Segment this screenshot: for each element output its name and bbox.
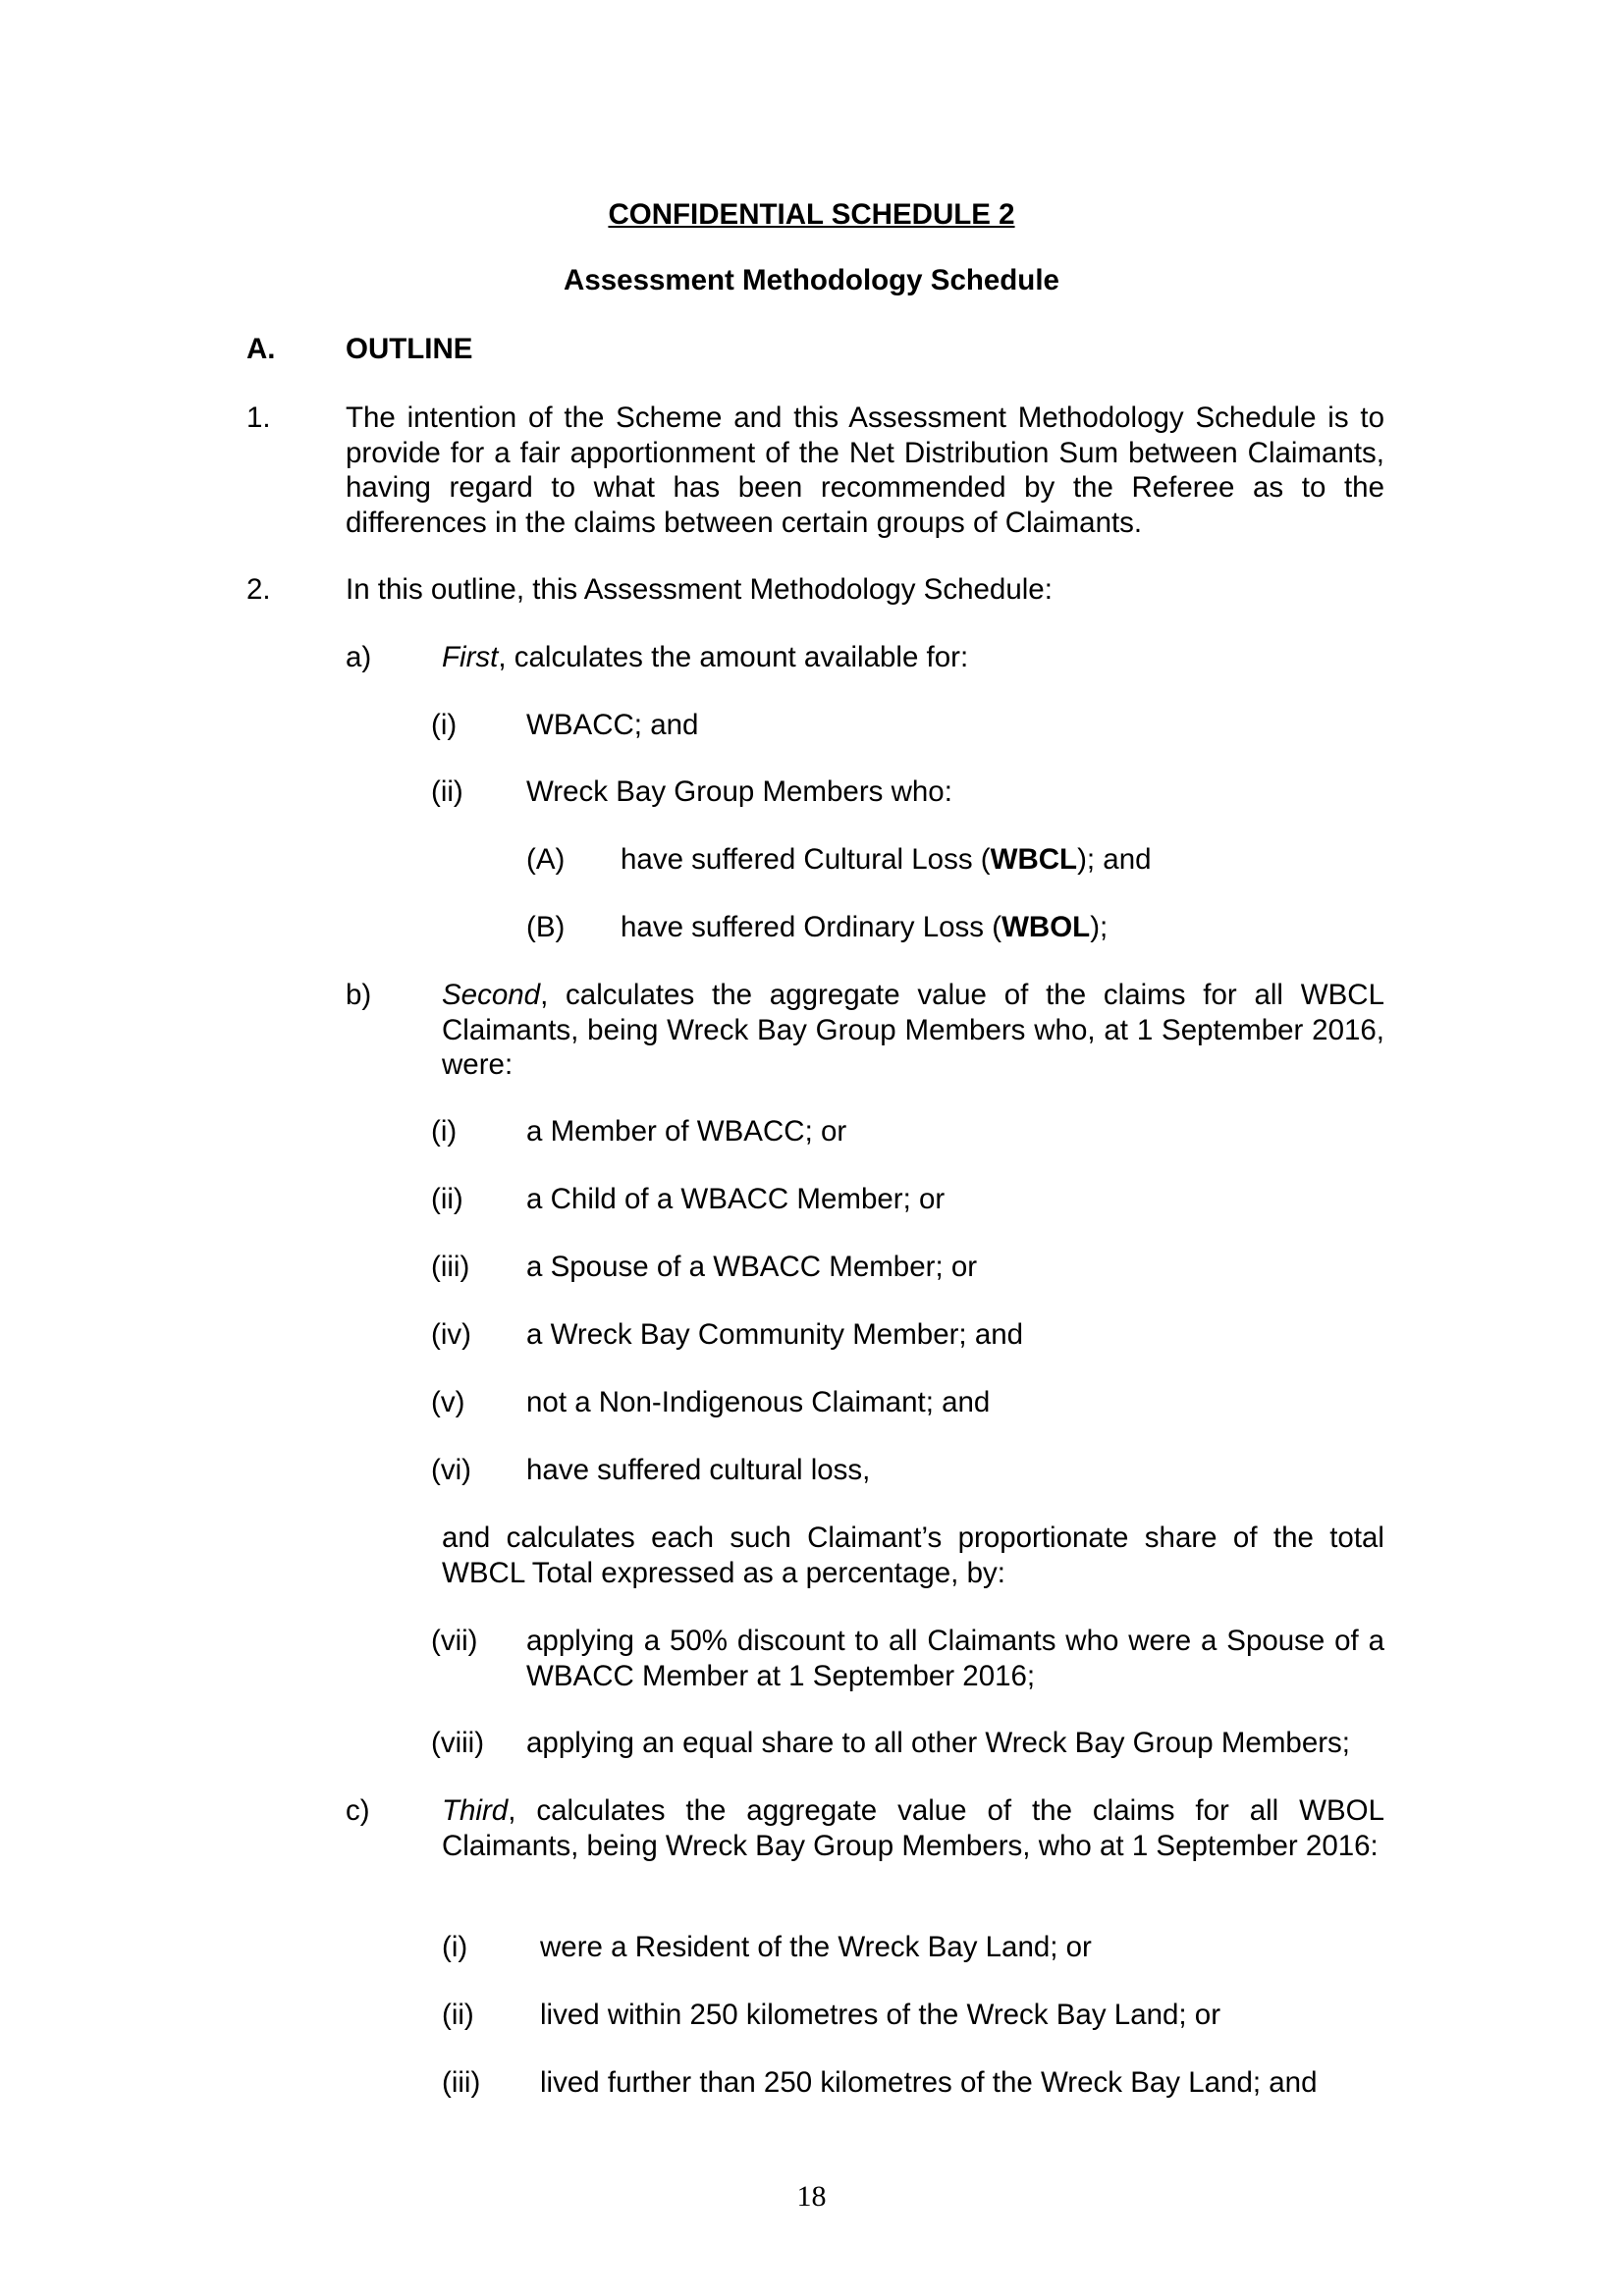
item-text: lived within 250 kilometres of the Wreck Bay Land; or xyxy=(540,1999,1221,2031)
paragraph-number: 1. xyxy=(246,401,271,434)
item-text: have suffered Ordinary Loss (WBOL); xyxy=(621,911,1109,943)
item-number: (i) xyxy=(431,1115,458,1148)
item-number: (ii) xyxy=(431,1183,463,1215)
subparagraph-text: First, calculates the amount available for: xyxy=(442,641,969,673)
item-text: a Wreck Bay Community Member; and xyxy=(526,1318,1024,1351)
item-text: WBACC; and xyxy=(526,709,699,741)
item-text: a Member of WBACC; or xyxy=(526,1115,847,1148)
paragraph-number: 2. xyxy=(246,573,271,606)
item-number: (iii) xyxy=(431,1251,470,1283)
defined-term: WBCL xyxy=(990,843,1078,876)
item-number: (viii) xyxy=(431,1727,485,1759)
item-number: (vi) xyxy=(431,1454,471,1486)
subparagraph-label: b) xyxy=(346,979,372,1011)
item-number: (A) xyxy=(526,843,566,876)
item-number: (v) xyxy=(431,1386,465,1418)
subparagraph-text: Third, calculates the aggregate value of the claims for all WBOL Claimants, being Wreck Bay Group Members, who at 1 September 2016: xyxy=(442,1794,1384,1862)
item-text: have suffered Cultural Loss (WBCL); and xyxy=(621,843,1152,876)
item-number: (i) xyxy=(431,709,458,741)
item-text: were a Resident of the Wreck Bay Land; or xyxy=(540,1931,1092,1963)
emphasis-word: Second xyxy=(442,979,541,1011)
item-text: have suffered cultural loss, xyxy=(526,1454,871,1486)
emphasis-word: Third xyxy=(442,1794,509,1827)
defined-term: WBOL xyxy=(1001,911,1091,943)
item-number: (B) xyxy=(526,911,566,943)
item-text: lived further than 250 kilometres of the Wreck Bay Land; and xyxy=(540,2066,1318,2099)
subparagraph-text: Second, calculates the aggregate value of the claims for all WBCL Claimants, being Wreck Bay Group Members who, at 1 September 2016, were: xyxy=(442,979,1384,1081)
schedule-subtitle: Assessment Methodology Schedule xyxy=(564,264,1059,296)
section-letter: A. xyxy=(246,333,276,365)
item-text: Wreck Bay Group Members who: xyxy=(526,775,952,808)
page-number: 18 xyxy=(796,2180,827,2213)
emphasis-word: First xyxy=(442,641,499,673)
item-text: applying a 50% discount to all Claimants who were a Spouse of a WBACC Member at 1 September 2016; xyxy=(526,1625,1384,1692)
schedule-title: CONFIDENTIAL SCHEDULE 2 xyxy=(608,198,1015,231)
item-text: a Spouse of a WBACC Member; or xyxy=(526,1251,978,1283)
paragraph-text: In this outline, this Assessment Methodology Schedule: xyxy=(346,573,1053,606)
continuation-text: and calculates each such Claimant’s proportionate share of the total WBCL Total expressed as a percentage, by: xyxy=(442,1522,1384,1589)
paragraph-text: The intention of the Scheme and this Assessment Methodology Schedule is to provide for a fair apportionment of the Net Distribution Sum between Claimants, having regard to what has been recommended by the Referee as to the differences in the claims between certain groups of Claimants. xyxy=(346,401,1384,539)
item-text: applying an equal share to all other Wreck Bay Group Members; xyxy=(526,1727,1350,1759)
item-number: (ii) xyxy=(442,1999,474,2031)
item-number: (iv) xyxy=(431,1318,471,1351)
item-number: (ii) xyxy=(431,775,463,808)
subparagraph-label: a) xyxy=(346,641,372,673)
item-text: not a Non-Indigenous Claimant; and xyxy=(526,1386,991,1418)
item-text: a Child of a WBACC Member; or xyxy=(526,1183,946,1215)
item-number: (i) xyxy=(442,1931,468,1963)
subparagraph-label: c) xyxy=(346,1794,370,1827)
item-number: (vii) xyxy=(431,1625,478,1657)
item-number: (iii) xyxy=(442,2066,481,2099)
section-title: OUTLINE xyxy=(346,333,473,365)
